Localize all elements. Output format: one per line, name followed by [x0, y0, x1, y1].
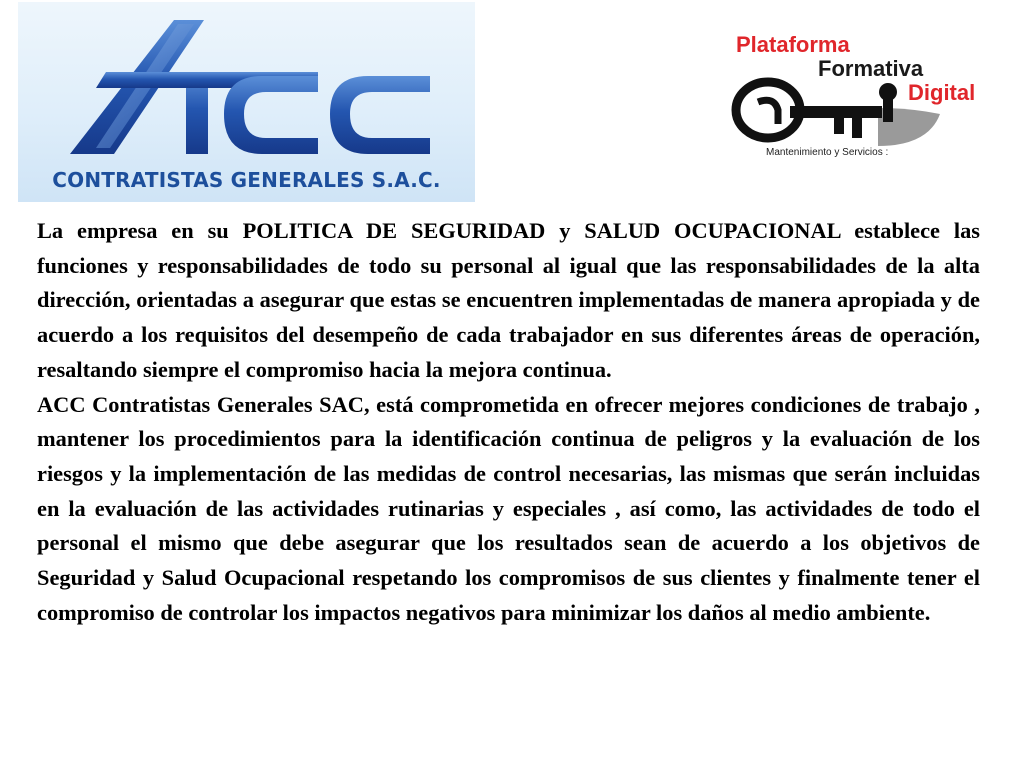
acc-company-name: CONTRATISTAS GENERALES S.A.C.	[52, 168, 441, 192]
policy-paragraph-1: La empresa en su POLITICA DE SEGURIDAD y SALUD OCUPACIONAL establece las funciones y responsabilidades de todo su personal al igual que las responsabilidades de la alta dirección, orientadas a asegurar que estas se encuentren implementadas de manera apropiada y de acuerdo a los requisitos del desempeño de cada trabajador en sus diferentes áreas de operación, resaltando siempre el compromiso hacia la mejora continua.	[37, 218, 980, 382]
acc-c-first	[224, 76, 318, 154]
policy-text	[37, 214, 980, 630]
key-icon	[728, 68, 943, 148]
acc-logo	[18, 2, 475, 202]
pfd-line-formativa: Formativa	[818, 56, 924, 81]
pfd-line-digital: Digital	[908, 80, 976, 105]
pfd-caption: Mantenimiento y Servicios :	[766, 147, 889, 158]
plataforma-formativa-digital-logo	[728, 28, 998, 168]
acc-logo-mark	[18, 2, 475, 172]
pfd-line-plataforma: Plataforma	[736, 32, 850, 57]
acc-c-second	[330, 76, 430, 154]
policy-paragraph-2: ACC Contratistas Generales SAC, está comprometida en ofrecer mejores condiciones de trabajo , mantener los procedimientos para la identificación continua de peligros y la evaluación de los riesgos y la implementación de las medidas de control necesarias, las mismas que serán incluidas en la evaluación de las actividades rutinarias y especiales , así como, las actividades de todo el personal el mismo que debe asegurar que los resultados sean de acuerdo a los objetivos de Seguridad y Salud Ocupacional respetando los compromisos de sus clientes y finalmente tener el compromiso de controlar los impactos negativos para minimizar los daños al medio ambiente.	[37, 391, 980, 625]
